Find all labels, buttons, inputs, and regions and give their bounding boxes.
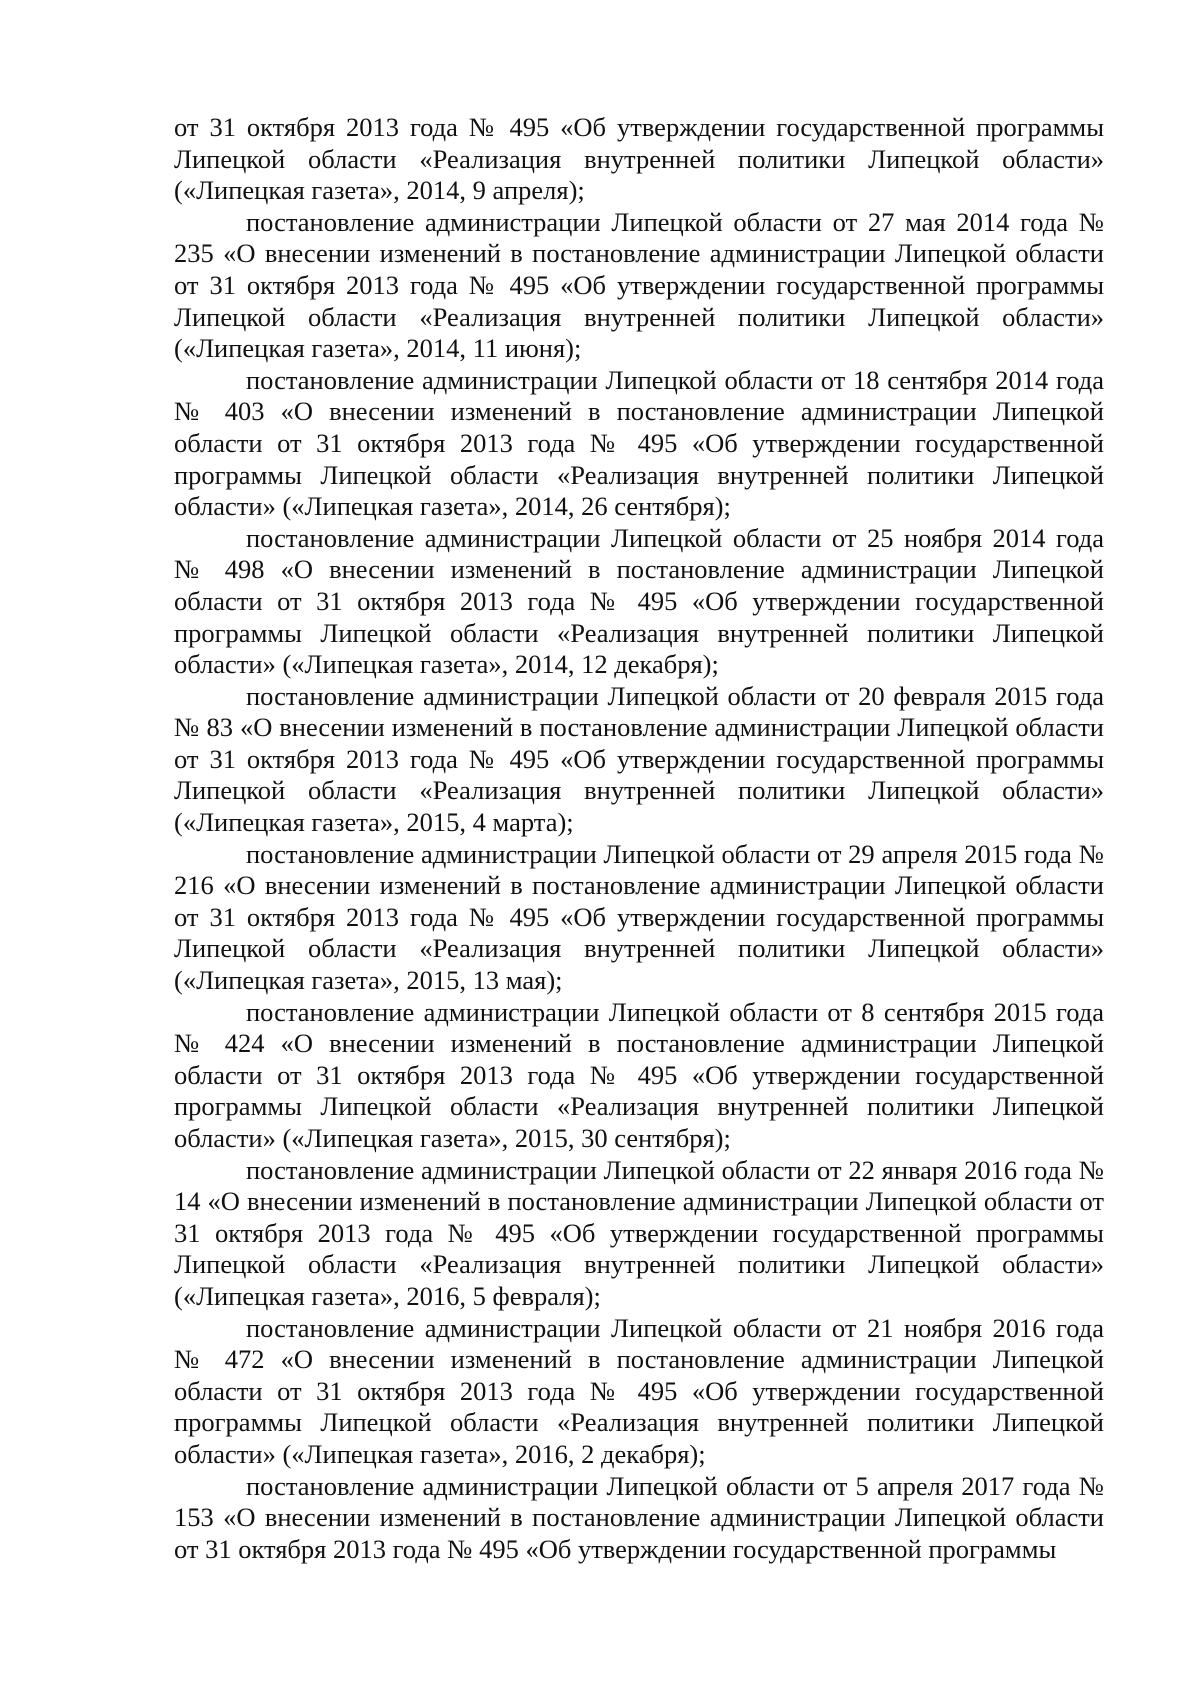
paragraph-resolution-403: постановление администрации Липецкой области от 18 сентября 2014 года № 403 «О внесении изменений в постановление администрации Липецкой области от 31 октября 2013 года № 495 «Об утверждении государственной программы Липецкой области «Реализация внутренней политики Липецкой области» («Липецкая газета», 2014, 26 сентября); bbox=[174, 364, 1104, 522]
paragraph-continuation: от 31 октября 2013 года № 495 «Об утверждении государственной программы Липецкой области «Реализация внутренней политики Липецкой области» («Липецкая газета», 2014, 9 апреля); bbox=[174, 112, 1104, 206]
paragraph-resolution-235: постановление администрации Липецкой области от 27 мая 2014 года № 235 «О внесении изменений в постановление администрации Липецкой области от 31 октября 2013 года № 495 «Об утверждении государственной программы Липецкой области «Реализация внутренней политики Липецкой области» («Липецкая газета», 2014, 11 июня); bbox=[174, 206, 1104, 364]
paragraph-resolution-14: постановление администрации Липецкой области от 22 января 2016 года № 14 «О внесении изменений в постановление администрации Липецкой области от 31 октября 2013 года № 495 «Об утверждении государственной программы Липецкой области «Реализация внутренней политики Липецкой области» («Липецкая газета», 2016, 5 февраля); bbox=[174, 1154, 1104, 1311]
paragraph-resolution-424: постановление администрации Липецкой области от 8 сентября 2015 года № 424 «О внесении изменений в постановление администрации Липецкой области от 31 октября 2013 года № 495 «Об утверждении государственной программы Липецкой области «Реализация внутренней политики Липецкой области» («Липецкая газета», 2015, 30 сентября); bbox=[174, 996, 1104, 1153]
paragraph-resolution-153: постановление администрации Липецкой области от 5 апреля 2017 года № 153 «О внесении изменений в постановление администрации Липецкой области от 31 октября 2013 года № 495 «Об утверждении государственной программы bbox=[174, 1470, 1104, 1564]
paragraph-resolution-216: постановление администрации Липецкой области от 29 апреля 2015 года № 216 «О внесении изменений в постановление администрации Липецкой области от 31 октября 2013 года № 495 «Об утверждении государственной программы Липецкой области «Реализация внутренней политики Липецкой области» («Липецкая газета», 2015, 13 мая); bbox=[174, 838, 1104, 996]
document-body bbox=[174, 112, 1104, 1565]
paragraph-resolution-472: постановление администрации Липецкой области от 21 ноября 2016 года № 472 «О внесении изменений в постановление администрации Липецкой области от 31 октября 2013 года № 495 «Об утверждении государственной программы Липецкой области «Реализация внутренней политики Липецкой области» («Липецкая газета», 2016, 2 декабря); bbox=[174, 1312, 1104, 1469]
paragraph-resolution-498: постановление администрации Липецкой области от 25 ноября 2014 года № 498 «О внесении изменений в постановление администрации Липецкой области от 31 октября 2013 года № 495 «Об утверждении государственной программы Липецкой области «Реализация внутренней политики Липецкой области» («Липецкая газета», 2014, 12 декабря); bbox=[174, 522, 1104, 680]
paragraph-resolution-83: постановление администрации Липецкой области от 20 февраля 2015 года № 83 «О внесении изменений в постановление администрации Липецкой области от 31 октября 2013 года № 495 «Об утверждении государственной программы Липецкой области «Реализация внутренней политики Липецкой области» («Липецкая газета», 2015, 4 марта); bbox=[174, 680, 1104, 838]
